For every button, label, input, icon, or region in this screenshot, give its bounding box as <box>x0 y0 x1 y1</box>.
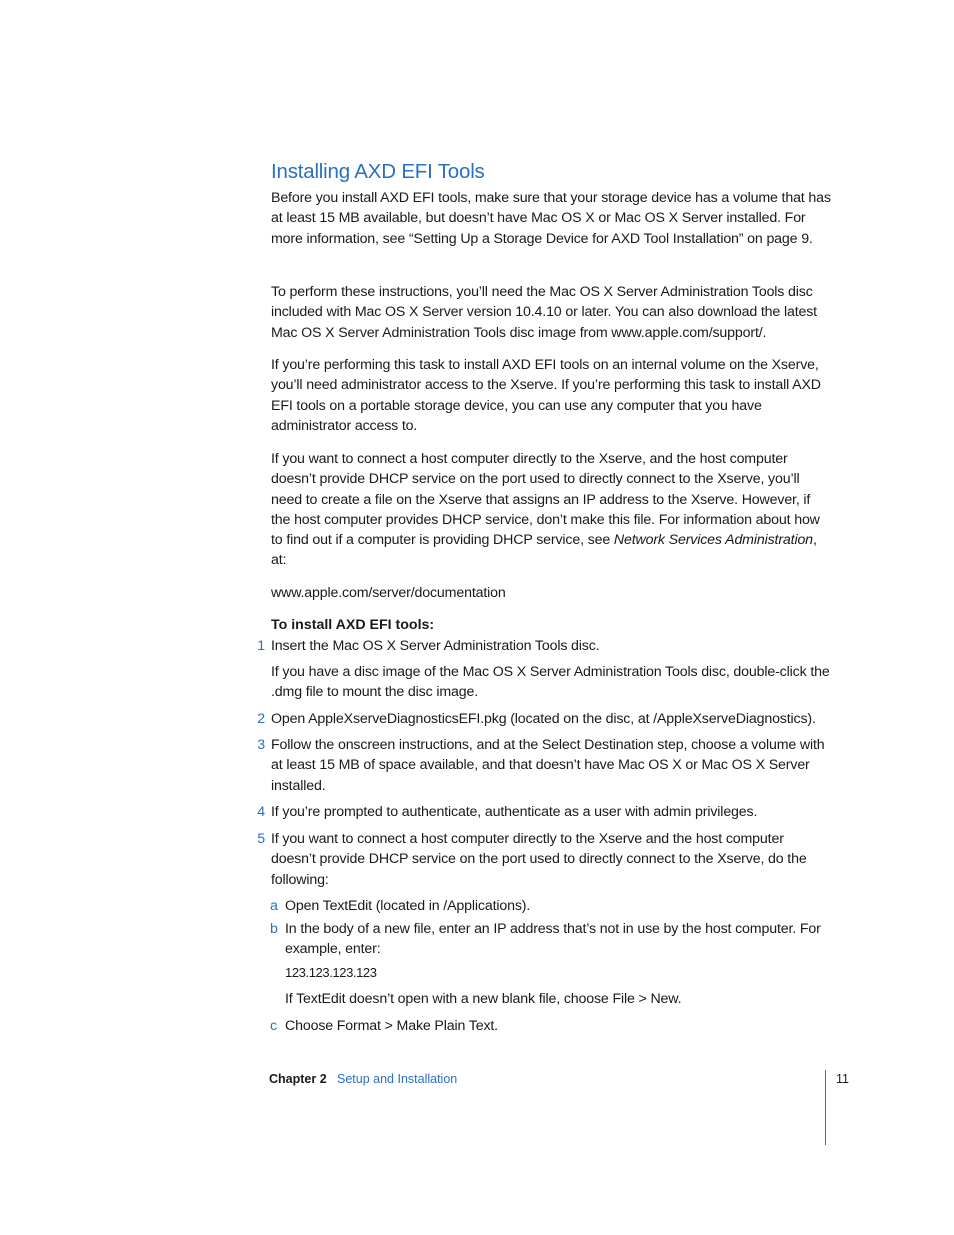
step-text: If you’re prompted to authenticate, authenticate as a user with admin privileges. <box>271 804 758 820</box>
substep-letter: a <box>270 898 278 914</box>
paragraph-access: If you’re performing this task to install AXD EFI tools on an internal volume on the Xserve, you’ll need administrator access to the Xserve. If you’re performing this task to install AXD EFI tools on a portable storage device, you can use any computer that you have administrator access to. <box>271 357 821 434</box>
paragraph-admin-tools: To perform these instructions, you’ll need the Mac OS X Server Administration Tools disc included with Mac OS X Server version 10.4.10 or later. You can also download the latest Mac OS X Server Administration Tools disc image from www.apple.com/support/. <box>271 284 817 341</box>
footer-divider <box>825 1070 826 1145</box>
substep-text: Choose Format > Make Plain Text. <box>285 1018 498 1034</box>
footer-chapter: Chapter 2 <box>269 1072 327 1086</box>
step-text: Follow the onscreen instructions, and at the Select Destination step, choose a volume with at least 15 MB of space available, and that doesn’t have Mac OS X or Mac OS X Server installed. <box>271 737 825 794</box>
paragraph-dhcp-tail: , at: <box>271 532 817 569</box>
footer-section-link[interactable]: Setup and Installation <box>337 1072 458 1086</box>
paragraph-dhcp-text: If you want to connect a host computer directly to the Xserve, and the host computer doesn’t provide DHCP service on the port used to directly connect to the Xserve, you’ll need to create a file on the Xserve that assigns an IP address to the Xserve. However, if the host computer provides DHCP service, don’t make this file. For information about how to find out if a computer is providing DHCP service, see <box>271 451 820 549</box>
step-number: 4 <box>257 804 265 820</box>
paragraph-dhcp <box>271 449 831 571</box>
substep-text: In the body of a new file, enter an IP address that’s not in use by the host computer. For example, enter: <box>285 921 821 958</box>
paragraph-requirements: Before you install AXD EFI tools, make sure that your storage device has a volume that has at least 15 MB available, but doesn’t have Mac OS X or Mac OS X Server installed. For more information, see “Setting Up a Storage Device for AXD Tool Installation” on page 9. <box>271 190 831 247</box>
step-3 <box>257 735 831 796</box>
substep-text: Open TextEdit (located in /Applications). <box>285 898 531 914</box>
substep-letter: c <box>270 1018 277 1034</box>
step-text: Open AppleXserveDiagnosticsEFI.pkg (located on the disc, at /AppleXserveDiagnostics). <box>271 711 816 727</box>
step-5 <box>257 829 831 890</box>
step-note: If you have a disc image of the Mac OS X Server Administration Tools disc, double-click the .dmg file to mount the disc image. <box>271 664 830 701</box>
step-1-note <box>271 662 831 703</box>
substep-c <box>270 1016 831 1036</box>
substep-note: If TextEdit doesn’t open with a new blank file, choose File > New. <box>285 991 682 1007</box>
step-number: 3 <box>257 737 265 753</box>
task-title: To install AXD EFI tools: <box>271 617 435 633</box>
doc-title-reference: Network Services Administration <box>613 532 813 549</box>
step-number: 5 <box>257 831 265 847</box>
step-1 <box>257 636 831 656</box>
documentation-url: www.apple.com/server/documentation <box>271 585 506 601</box>
step-number: 1 <box>257 638 265 654</box>
step-text: Insert the Mac OS X Server Administration Tools disc. <box>271 638 600 654</box>
ip-example: 123.123.123.123 <box>285 965 377 980</box>
substep-b <box>270 919 831 960</box>
substep-a <box>270 896 831 916</box>
page-number: 11 <box>836 1072 849 1086</box>
step-2 <box>257 709 831 729</box>
step-4 <box>257 802 831 822</box>
substep-letter: b <box>270 921 278 937</box>
section-heading: Installing AXD EFI Tools <box>271 160 485 183</box>
step-number: 2 <box>257 711 265 727</box>
substep-b-note <box>285 989 831 1009</box>
step-text: If you want to connect a host computer directly to the Xserve and the host computer doesn’t provide DHCP service on the port used to directly connect to the Xserve, do the following: <box>271 831 807 888</box>
